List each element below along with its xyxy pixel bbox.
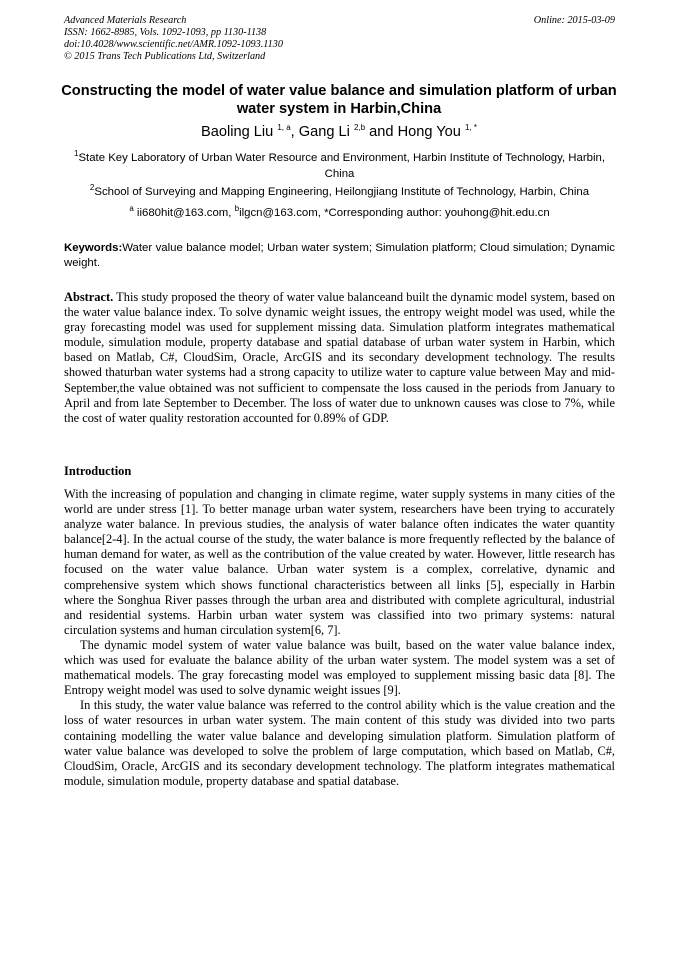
author-list xyxy=(50,123,628,141)
abstract xyxy=(64,290,615,426)
author-affiliation-mark: 1, a xyxy=(277,123,291,133)
section-heading-introduction: Introduction xyxy=(64,464,132,478)
abstract-text: This study proposed the theory of water value balanceand built the dynamic model system, based on the water value balance index. To solve dynamic weight issues, the entropy weight model was used, while the gray forecasting model was used for supplement missing data. Simulation platform integrates mathematical module, simulation module, property database and spatial database of urban water system in Harbin, which based on Matlab, C#, CloudSim, Oracle, ArcGIS and its secondary development technology. The results showed thaturban water systems had a strong capacity to utilize water to capture value between May and mid-September,the value obtained was not sufficient to compensate the loss caused in the periods from January to April and from late September to December. The loss of water due to unknown causes was close to 7%, while the cost of water quality restoration accounted for 0.89% of GDP. xyxy=(64,290,615,425)
introduction-body xyxy=(64,487,615,789)
copyright-line: © 2015 Trans Tech Publications Ltd, Switzerland xyxy=(64,51,266,62)
paragraph: The dynamic model system of water value balance was built, based on the water value balance index, which was used for evaluate the balance ability of the urban water system. The model system was a set of mathematical models. The gray forecasting model was employed to supplement missing basic data [8]. The Entropy weight model was used to solve dynamic weight issues [9]. xyxy=(64,637,615,698)
paragraph: In this study, the water value balance was referred to the control ability which is the value creation and the loss of water resources in urban water system. The main content of this study was divided into two parts containing modelling the water value balance and developing simulation platform. Simulation platform of water value balance was developed to solve the problem of large computation, which based on Matlab, C#, CloudSim, Oracle, ArcGIS and its secondary development technology. The platform integrates mathematical module, simulation module, property database and spatial database. xyxy=(64,698,615,788)
affiliation-text: State Key Laboratory of Urban Water Resource and Environment, Harbin Institute of Technology, Harbin, China xyxy=(78,152,606,180)
email-mark: b xyxy=(234,204,240,214)
journal-name: Advanced Materials Research xyxy=(64,15,187,26)
keywords-text: Water value balance model; Urban water system; Simulation platform; Cloud simulation; Dynamic weight. xyxy=(64,242,615,269)
abstract-label: Abstract. xyxy=(64,290,114,304)
paragraph: With the increasing of population and changing in climate regime, water supply systems in many cities of the world are under stress [1]. To better manage urban water system, researchers have been trying to accurately analyze water balance. In previous studies, the analysis of water balance often indicates the water quantity balance[2-4]. In the actual course of the study, the water balance is more frequently reflected by the balance of human demand for water, as well as the contribution of the value created by water. However, little research has focused on the water value balance. Urban water system is a complex, correlative, dynamic and comprehensive system which shows functional characteristics between all links [5], especially in Harbin where the Songhua River passes through the urban area and distributed with complete agricultural, industrial and residential systems. Harbin urban water system was classified into two primary systems: natural circulation systems and human circulation system[6, 7]. xyxy=(64,487,615,637)
paper-title: Constructing the model of water value balance and simulation platform of urban water system in Harbin,China xyxy=(61,83,617,117)
journal-info xyxy=(64,15,615,63)
journal-header xyxy=(64,15,615,63)
author-separator: , xyxy=(290,124,299,140)
keywords xyxy=(64,241,615,271)
author-name: Baoling Liu xyxy=(201,124,274,140)
online-date: Online: 2015-03-09 xyxy=(533,15,615,26)
email-text: ilgcn@163.com, *Corresponding author: youhong@hit.edu.cn xyxy=(239,207,550,219)
affiliation-1 xyxy=(64,151,615,182)
doi-line: doi:10.4028/www.scientific.net/AMR.1092-1093.1130 xyxy=(64,39,283,50)
author-affiliation-mark: 2,b xyxy=(353,123,366,133)
affiliation-number: 1 xyxy=(73,149,79,159)
author-name: Gang Li xyxy=(298,124,350,140)
email-mark: a xyxy=(129,204,134,214)
affiliation-2 xyxy=(64,185,615,201)
affiliation-number: 2 xyxy=(89,183,95,193)
email-text: ii680hit@163.com, xyxy=(133,207,235,219)
affiliation-text: School of Surveying and Mapping Engineering, Heilongjiang Institute of Technology, Harbin, China xyxy=(94,186,590,198)
issn-line: ISSN: 1662-8985, Vols. 1092-1093, pp 1130-1138 xyxy=(64,27,267,38)
author-affiliation-mark: 1, * xyxy=(464,123,477,133)
author-separator: and xyxy=(365,124,398,140)
author-emails xyxy=(64,206,615,221)
keywords-label: Keywords: xyxy=(64,242,123,254)
author-name: Hong You xyxy=(397,124,461,140)
